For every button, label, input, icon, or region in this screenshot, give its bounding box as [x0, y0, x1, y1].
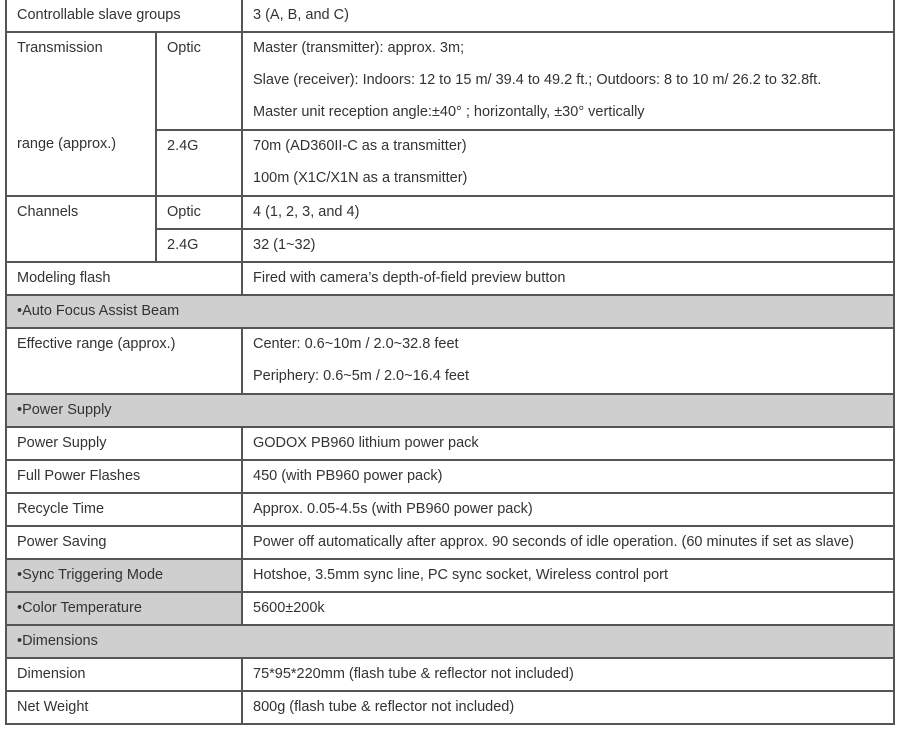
row-value: 3 (A, B, and C) — [242, 0, 894, 32]
row-value: Approx. 0.05-4.5s (with PB960 power pack) — [242, 493, 894, 526]
label-bottom: range (approx.) — [17, 136, 117, 152]
row-value — [242, 130, 894, 196]
value-line: 100m (X1C/X1N as a transmitter) — [253, 170, 468, 186]
row-value: 450 (with PB960 power pack) — [242, 460, 894, 493]
row-label: Controllable slave groups — [6, 0, 242, 32]
section-header: •Power Supply — [6, 394, 894, 427]
row-value: Power off automatically after approx. 90 seconds of idle operation. (60 minutes if set as slave) — [242, 526, 894, 559]
table-row — [6, 493, 894, 526]
row-value — [242, 328, 894, 394]
row-value — [242, 32, 894, 130]
row-value: 75*95*220mm (flash tube & reflector not included) — [242, 658, 894, 691]
value-line: Slave (receiver): Indoors: 12 to 15 m/ 39.4 to 49.2 ft.; Outdoors: 8 to 10 m/ 26.2 to 32.8ft. — [253, 72, 822, 88]
row-label: •Color Temperature — [6, 592, 242, 625]
row-label: •Sync Triggering Mode — [6, 559, 242, 592]
table-row — [6, 658, 894, 691]
section-row — [6, 295, 894, 328]
row-value: 32 (1~32) — [242, 229, 894, 262]
table-row — [6, 328, 894, 394]
row-label: Recycle Time — [6, 493, 242, 526]
sub-label: Optic — [156, 196, 242, 229]
table-row — [6, 559, 894, 592]
section-row — [6, 394, 894, 427]
table-row — [6, 691, 894, 724]
table-row — [6, 592, 894, 625]
row-label: Net Weight — [6, 691, 242, 724]
row-value: Hotshoe, 3.5mm sync line, PC sync socket, Wireless control port — [242, 559, 894, 592]
value-line: Master unit reception angle:±40° ; horizontally, ±30° vertically — [253, 104, 645, 120]
table-row — [6, 262, 894, 295]
row-label: Modeling flash — [6, 262, 242, 295]
value-line: Master (transmitter): approx. 3m; — [253, 40, 465, 56]
row-label: Channels — [6, 196, 156, 262]
section-row — [6, 625, 894, 658]
sub-label: 2.4G — [156, 229, 242, 262]
label-top: Transmission — [17, 40, 103, 56]
row-label: Dimension — [6, 658, 242, 691]
sub-label: 2.4G — [156, 130, 242, 196]
sub-label: Optic — [156, 32, 242, 130]
spec-table — [5, 0, 895, 725]
section-header: •Dimensions — [6, 625, 894, 658]
row-label — [6, 32, 156, 196]
row-label: Full Power Flashes — [6, 460, 242, 493]
section-header: •Auto Focus Assist Beam — [6, 295, 894, 328]
row-label: Power Saving — [6, 526, 242, 559]
table-row — [6, 460, 894, 493]
value-line: Periphery: 0.6~5m / 2.0~16.4 feet — [253, 368, 470, 384]
row-value: GODOX PB960 lithium power pack — [242, 427, 894, 460]
table-row — [6, 0, 894, 32]
row-label: Power Supply — [6, 427, 242, 460]
row-value: 800g (flash tube & reflector not included) — [242, 691, 894, 724]
table-row — [6, 32, 894, 130]
row-value: 5600±200k — [242, 592, 894, 625]
row-value: Fired with camera’s depth-of-field preview button — [242, 262, 894, 295]
table-row — [6, 196, 894, 229]
row-label: Effective range (approx.) — [6, 328, 242, 394]
value-line: Center: 0.6~10m / 2.0~32.8 feet — [253, 336, 459, 352]
row-value: 4 (1, 2, 3, and 4) — [242, 196, 894, 229]
table-row — [6, 427, 894, 460]
value-line: 70m (AD360II-C as a transmitter) — [253, 138, 467, 154]
table-row — [6, 526, 894, 559]
